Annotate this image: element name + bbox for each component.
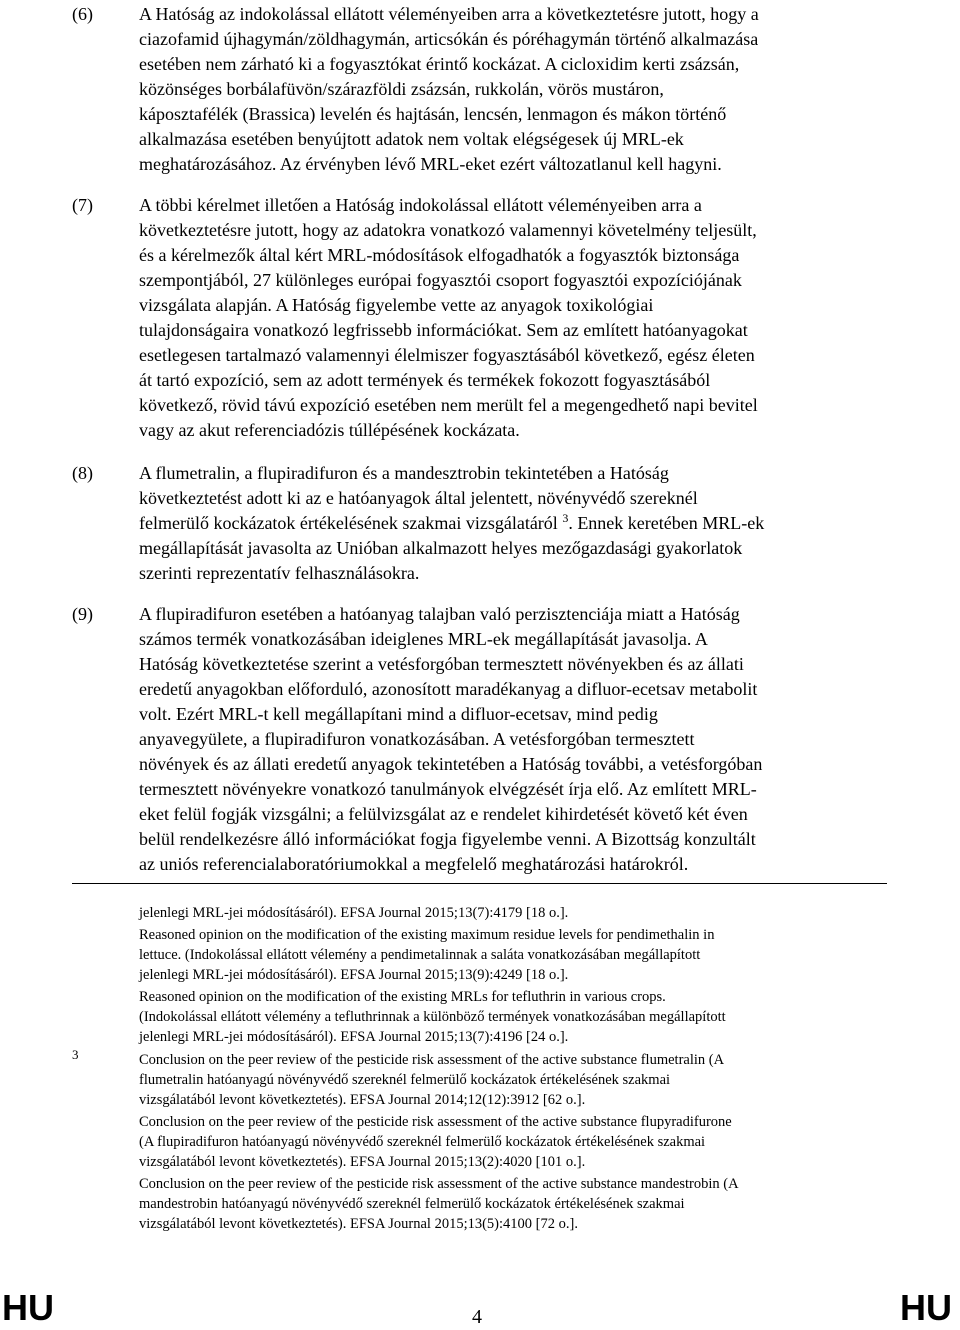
footnote-marker: 3 — [72, 1047, 79, 1062]
text-line: vizsgálata alapján. A Hatóság figyelembe vette az anyagok toxikológiai — [139, 295, 654, 315]
text-line: ciazofamid újhagymán/zöldhagymán, articsókán és póréhagymán történő alkalmazása — [139, 29, 759, 49]
text-line: számos termék vonatkozásában ideiglenes MRL-ek megállapítását javasolja. A — [139, 629, 708, 649]
text-line-with-footnote — [139, 511, 885, 536]
paragraph-text — [139, 2, 885, 177]
footnote-line: vizsgálatából levont következtetés). EFSA Journal 2015;13(2):4020 [101 o.]. — [139, 1154, 586, 1170]
text-line: szempontjából, 27 különleges európai fogyasztói csoport fogyasztói expozíciójának — [139, 270, 742, 290]
text-line: növények és az állati eredetű anyagok tekintetében a Hatóság további, a vetésforgóban — [139, 754, 763, 774]
paragraph-number: (6) — [72, 4, 93, 24]
paragraph-text — [139, 193, 885, 443]
text-line: következő, rövid távú expozíció esetében nem merült fel a megengedhető napi bevitel — [139, 395, 758, 415]
text-line-tail: . Ennek keretében MRL-ek — [568, 513, 765, 533]
text-line: eredetű anyagokban előforduló, azonosított maradékanyag a difluor-ecetsav metabolit — [139, 679, 758, 699]
text-line: A flumetralin, a flupiradifuron és a mandesztrobin tekintetében a Hatóság — [139, 463, 669, 483]
footnote-line: jelenlegi MRL-jei módosításáról). EFSA Journal 2015;13(7):4196 [24 o.]. — [139, 1029, 569, 1045]
text-line: alkalmazása esetében benyújtott adatok nem voltak elégségesek új MRL-ek — [139, 129, 684, 149]
text-line: tulajdonságaira vonatkozó legfrissebb információkat. Sem az említett hatóanyagokat — [139, 320, 748, 340]
paragraph-text — [139, 461, 885, 586]
footnote-line: Conclusion on the peer review of the pesticide risk assessment of the active substance flumetralin (A — [139, 1052, 725, 1068]
text-line: következtetést adott ki az e hatóanyagok által jelentett, növényvédő szereknél — [139, 488, 698, 508]
footnote-line: Conclusion on the peer review of the pesticide risk assessment of the active substance mandestrobin (A — [139, 1176, 739, 1192]
footnote-line: lettuce. (Indokolással ellátott vélemény a pendimetalinnak a saláta vonatkozásában megállapított — [139, 947, 701, 963]
footnote-line: (Indokolással ellátott vélemény a tefluthrinnak a különböző termények vonatkozásában megállapított — [139, 1009, 726, 1025]
text-line: belül rendelkezésre álló információkat fogja figyelembe venni. A Bizottság konzultált — [139, 829, 756, 849]
text-line: A többi kérelmet illetően a Hatóság indokolással ellátott véleményeiben arra a — [139, 195, 702, 215]
footnote-line: Reasoned opinion on the modification of the existing MRLs for tefluthrin in various crops. — [139, 989, 666, 1005]
language-code-right: HU — [900, 1287, 952, 1328]
footnote-line: vizsgálatából levont következtetés). EFSA Journal 2014;12(12):3912 [62 o.]. — [139, 1092, 586, 1108]
paragraph-number: (9) — [72, 604, 93, 624]
text-line: közönséges borbálafüvön/szárazföldi zsázsán, rukkolán, vörös mustáron, — [139, 79, 664, 99]
text-line: anyavegyülete, a flupiradifuron vonatkozásában. A vetésforgóban termesztett — [139, 729, 695, 749]
footnote-line: vizsgálatából levont következtetés). EFSA Journal 2015;13(5):4100 [72 o.]. — [139, 1216, 578, 1232]
language-code-left: HU — [2, 1287, 54, 1328]
footnote-line: jelenlegi MRL-jei módosításáról). EFSA Journal 2015;13(9):4249 [18 o.]. — [139, 967, 569, 983]
paragraph-number: (7) — [72, 195, 93, 215]
text-line: szerinti reprezentatív felhasználásokra. — [139, 563, 420, 583]
footnote-line: (A flupiradifuron hatóanyagú növényvédő szereknél felmerülő kockázatok értékelésének szakmai — [139, 1134, 706, 1150]
text-line: Hatóság következtetése szerint a vetésforgóban termesztett növényekben és az állati — [139, 654, 744, 674]
text-line: át tartó expozíció, sem az adott termények és termékek fokozott fogyasztásából — [139, 370, 711, 390]
footnote-line: mandestrobin hatóanyagú növényvédő szereknél felmerülő kockázatok értékelésének szakmai — [139, 1196, 685, 1212]
text-line: esetlegesen tartalmazó valamennyi élelmiszer fogyasztásából következő, egész életen — [139, 345, 755, 365]
text-line: az uniós referencialaboratóriumokkal a megfelelő meghatározási határokról. — [139, 854, 689, 874]
text-line: megállapítását javasolta az Unióban alkalmazott helyes mezőgazdasági gyakorlatok — [139, 538, 743, 558]
footnote-reference[interactable]: 3 — [562, 511, 569, 525]
text-line: esetében nem zárható ki a fogyasztókat érintő kockázat. A cicloxidim kerti zsázsán, — [139, 54, 740, 74]
text-line: A Hatóság az indokolással ellátott véleményeiben arra a következtetésre jutott, hogy a — [139, 4, 759, 24]
text-line: vagy az akut referenciadózis túllépésének kockázata. — [139, 420, 520, 440]
text-line: káposztafélék (Brassica) levelén és hajtásán, lencsén, lenmagon és mákon történő — [139, 104, 727, 124]
text-line: termesztett növényekre vonatkozó tanulmányok elvégzését írja elő. Az említett MRL- — [139, 779, 757, 799]
paragraph-text — [139, 602, 885, 877]
footnote-line: flumetralin hatóanyagú növényvédő szereknél felmerülő kockázatok értékelésének szakmai — [139, 1072, 671, 1088]
footnotes — [139, 903, 885, 1234]
text-line: felmerülő kockázatok értékelésének szakmai vizsgálatáról — [139, 513, 558, 533]
footnote-line: Conclusion on the peer review of the pesticide risk assessment of the active substance flupyradifurone — [139, 1114, 732, 1130]
text-line: következtetésre jutott, hogy az adatokra vonatkozó valamennyi követelmény teljesült, — [139, 220, 757, 240]
text-line: A flupiradifuron esetében a hatóanyag talajban való perzisztenciája miatt a Hatóság — [139, 604, 740, 624]
footnote-separator — [72, 883, 887, 884]
text-line: eket felül fogják vizsgálni; a felülvizsgálat az e rendelet kihirdetését követő két éven — [139, 804, 748, 824]
text-line: volt. Ezért MRL-t kell megállapítani mind a difluor-ecetsav, mind pedig — [139, 704, 658, 724]
paragraph-number: (8) — [72, 463, 93, 483]
footnote-line: jelenlegi MRL-jei módosításáról). EFSA Journal 2015;13(7):4179 [18 o.]. — [139, 905, 569, 921]
text-line: meghatározásához. Az érvényben lévő MRL-eket ezért változatlanul kell hagyni. — [139, 154, 722, 174]
page-number: 4 — [472, 1306, 482, 1328]
text-line: és a kérelmezők által kért MRL-módosítások elfogadhatók a fogyasztók biztonsága — [139, 245, 740, 265]
footnote-line: Reasoned opinion on the modification of the existing maximum residue levels for pendimethalin in — [139, 927, 715, 943]
